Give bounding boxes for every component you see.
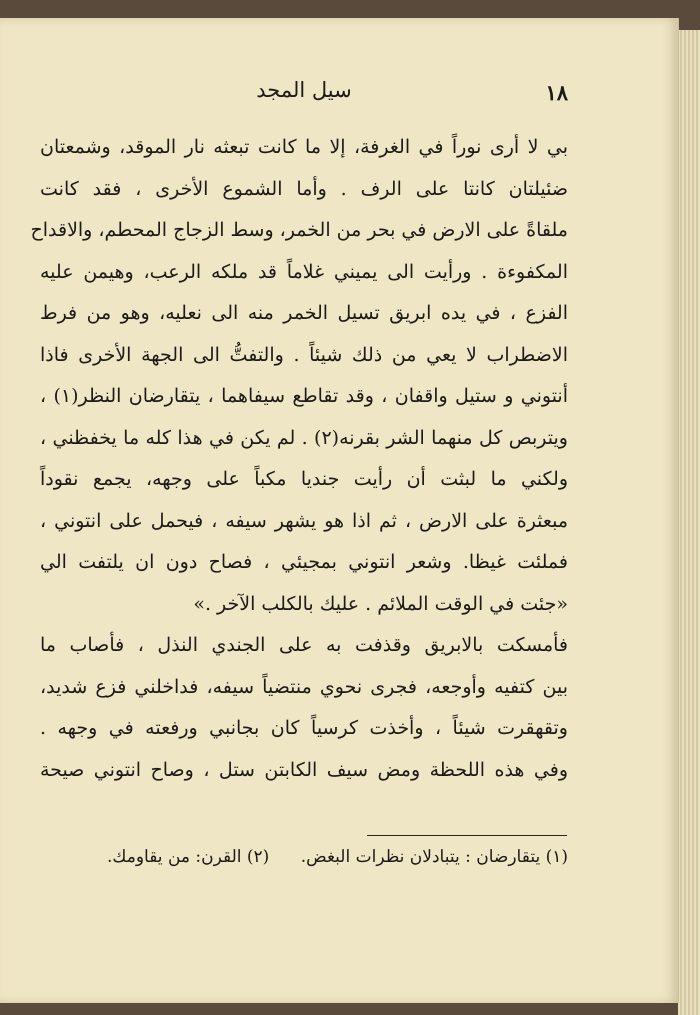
page-number: ١٨ — [545, 80, 568, 105]
text-line: وفي هذه اللحظة ومض سيف الكابتن ستل ، وصاح انتوني صيحة — [40, 758, 568, 781]
text-line: مبعثرة على الارض ، ثم اذا هو يشهر سيفه ، فيحمل على انتوني ، — [40, 509, 568, 532]
page-header — [40, 72, 568, 112]
text-line: بين كتفيه وأوجعه، فجرى نحوي منتضياً سيفه، فداخلني فزع شديد، — [40, 675, 568, 698]
text-line: الفزع ، في يده ابريق تسيل الخمر منه الى نعليه، وهو من فرط — [40, 302, 568, 324]
text-line: وتقهقرت شيئاً ، وأخذت كرسياً كان بجانبي ورفعته في وجهه . — [40, 717, 568, 739]
footnote-divider — [367, 835, 567, 836]
footnotes — [40, 847, 568, 867]
text-line: فملئت غيظا. وشعر انتوني بمجيئي ، فصاح دون ان يلتفت الي — [40, 551, 568, 573]
text-line: ضئيلتان كانتا على الرف . وأما الشموع الأخرى ، فقد كانت — [40, 177, 568, 200]
page-edges — [678, 30, 700, 1015]
text-line: المكفوءة . ورأيت الى يميني غلاماً قد ملكه الرعب، وهيمن عليه — [40, 260, 568, 283]
body-text — [30, 127, 568, 791]
text-line: ولكني ما لبثت أن رأيت جنديا مكباً على وجهه، يجمع نقوداً — [40, 468, 568, 490]
footnote-1: (١) يتقارضان : يتبادلان نظرات البغض. — [300, 847, 568, 867]
text-line: أنتوني و ستيل واقفان ، وقد تقاطع سيفاهما ، يتقارضان النظر(١) ، — [40, 385, 568, 407]
text-line: «جئت في الوقت الملائم . عليك بالكلب الآخر .» — [193, 592, 568, 615]
text-line: ملقاةً على الارض في بحر من الخمر، وسط الزجاج المحطم، والاقداح — [30, 219, 568, 241]
text-line: الاضطراب لا يعي من ذلك شيئاً . والتفتُّ الى الجهة الأخرى فاذا — [40, 343, 568, 366]
text-line: بي لا أرى نوراً في الغرفة، إلا ما كانت تبعثه نار الموقد، وشمعتان — [40, 136, 568, 158]
running-title: سيل المجد — [256, 78, 352, 102]
text-line: ويتربص كل منهما الشر بقرنه(٢) . لم يكن في هذا كله ما يخفظني ، — [40, 426, 568, 449]
footnote-2: (٢) القرن: من يقاومك. — [106, 847, 270, 867]
text-line: فأمسكت بالابريق وقذفت به على الجندي النذل ، فأصاب ما — [40, 634, 568, 656]
